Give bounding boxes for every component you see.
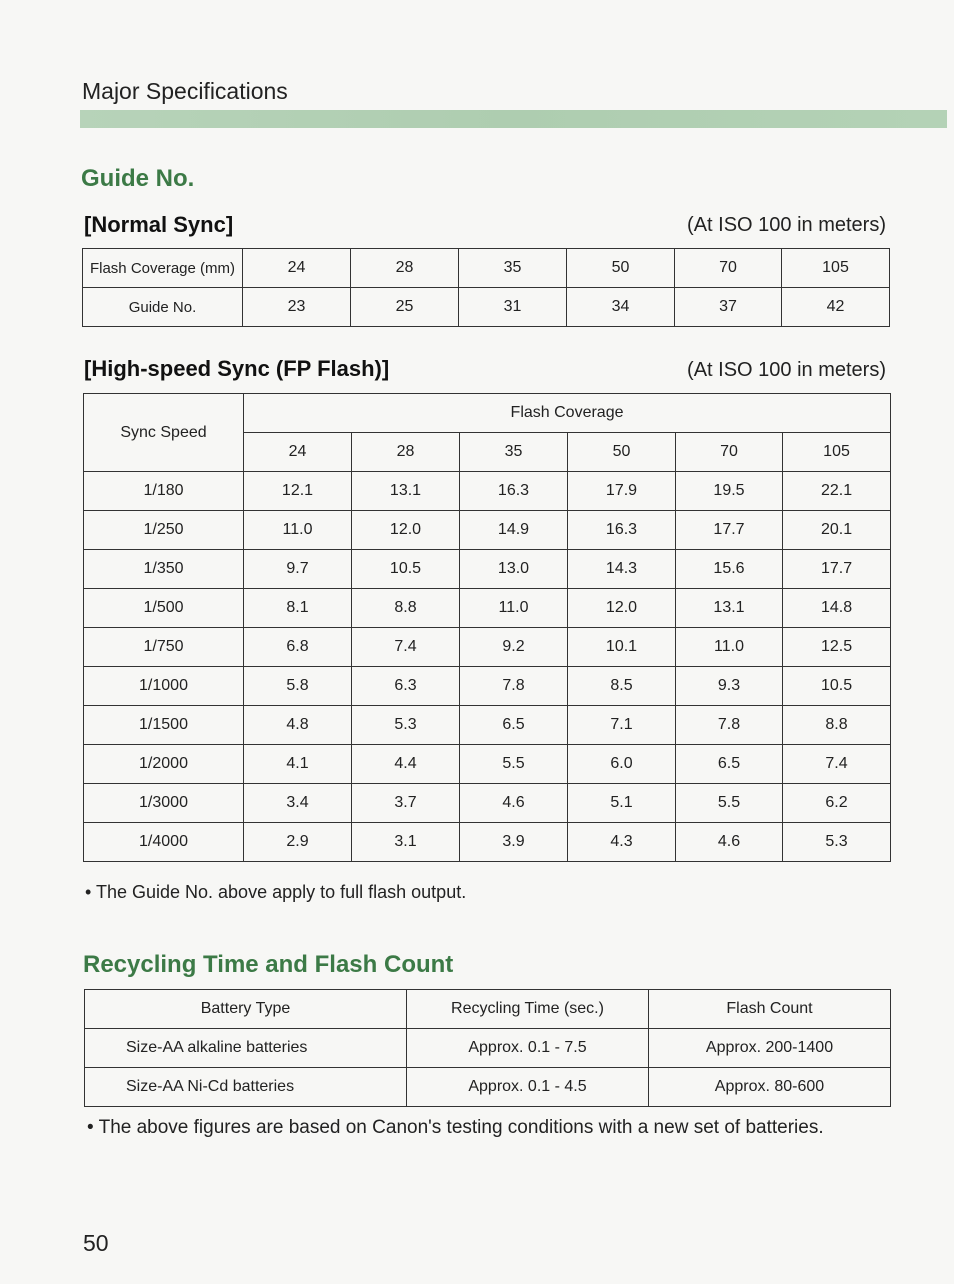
table-row bbox=[84, 628, 891, 667]
table-cell: Size-AA alkaline batteries bbox=[85, 1029, 407, 1068]
table-cell: 7.8 bbox=[460, 667, 568, 706]
table-cell: 6.2 bbox=[783, 784, 891, 823]
table-cell: 17.7 bbox=[783, 550, 891, 589]
table-cell: 13.1 bbox=[352, 472, 460, 511]
sync-speed-cell: 1/4000 bbox=[84, 823, 244, 862]
table-cell: 4.6 bbox=[460, 784, 568, 823]
recycling-footnote: • The above figures are based on Canon's testing conditions with a new set of batteries. bbox=[87, 1117, 824, 1138]
table-cell: 14.8 bbox=[783, 589, 891, 628]
table-cell: 5.3 bbox=[352, 706, 460, 745]
table-cell: 7.4 bbox=[352, 628, 460, 667]
coverage-header-cell: 50 bbox=[568, 433, 676, 472]
sync-speed-cell: 1/2000 bbox=[84, 745, 244, 784]
highspeed-sync-iso-note: (At ISO 100 in meters) bbox=[687, 359, 886, 381]
sync-speed-cell: 1/1500 bbox=[84, 706, 244, 745]
flash-coverage-header: Flash Coverage bbox=[244, 394, 891, 433]
coverage-header-cell: 24 bbox=[244, 433, 352, 472]
table-cell: 42 bbox=[782, 288, 890, 327]
table-cell: 5.8 bbox=[244, 667, 352, 706]
table-cell: 4.4 bbox=[352, 745, 460, 784]
table-cell: 4.6 bbox=[676, 823, 783, 862]
table-row bbox=[84, 550, 891, 589]
sync-speed-cell: 1/250 bbox=[84, 511, 244, 550]
table-cell: 105 bbox=[782, 249, 890, 288]
table-cell: 2.9 bbox=[244, 823, 352, 862]
sync-speed-cell: 1/750 bbox=[84, 628, 244, 667]
table-cell: 15.6 bbox=[676, 550, 783, 589]
table-row bbox=[84, 784, 891, 823]
sync-speed-cell: 1/350 bbox=[84, 550, 244, 589]
table-cell: 5.1 bbox=[568, 784, 676, 823]
sync-speed-cell: 1/1000 bbox=[84, 667, 244, 706]
coverage-header-cell: 70 bbox=[676, 433, 783, 472]
table-cell: 6.0 bbox=[568, 745, 676, 784]
table-cell: 7.4 bbox=[783, 745, 891, 784]
table-cell: 19.5 bbox=[676, 472, 783, 511]
row-label: Guide No. bbox=[83, 288, 243, 327]
table-row bbox=[84, 823, 891, 862]
table-cell: 13.1 bbox=[676, 589, 783, 628]
table-cell: 23 bbox=[243, 288, 351, 327]
table-cell: 70 bbox=[675, 249, 782, 288]
table-cell: 8.5 bbox=[568, 667, 676, 706]
table-cell: 4.1 bbox=[244, 745, 352, 784]
table-row bbox=[84, 511, 891, 550]
table-cell: 7.8 bbox=[676, 706, 783, 745]
header-cell: Battery Type bbox=[85, 990, 407, 1029]
coverage-header-cell: 35 bbox=[460, 433, 568, 472]
table-cell: 24 bbox=[243, 249, 351, 288]
table-cell: 5.3 bbox=[783, 823, 891, 862]
table-cell: 12.0 bbox=[568, 589, 676, 628]
normal-sync-iso-note: (At ISO 100 in meters) bbox=[687, 214, 886, 236]
table-header-row bbox=[85, 990, 891, 1029]
header-cell: Recycling Time (sec.) bbox=[407, 990, 649, 1029]
table-cell: Approx. 0.1 - 7.5 bbox=[407, 1029, 649, 1068]
table-cell: 9.2 bbox=[460, 628, 568, 667]
table-cell: 5.5 bbox=[460, 745, 568, 784]
table-cell: 5.5 bbox=[676, 784, 783, 823]
table-cell: Approx. 200-1400 bbox=[649, 1029, 891, 1068]
table-cell: 14.9 bbox=[460, 511, 568, 550]
table-cell: 6.3 bbox=[352, 667, 460, 706]
coverage-header-cell: 28 bbox=[352, 433, 460, 472]
sync-speed-header: Sync Speed bbox=[84, 394, 244, 472]
section-header: Major Specifications bbox=[82, 78, 288, 104]
recycling-title: Recycling Time and Flash Count bbox=[83, 951, 454, 978]
table-cell: 11.0 bbox=[244, 511, 352, 550]
table-cell: 11.0 bbox=[676, 628, 783, 667]
table-cell: 50 bbox=[567, 249, 675, 288]
guide-footnote: • The Guide No. above apply to full flash output. bbox=[85, 882, 467, 902]
highspeed-sync-title: [High-speed Sync (FP Flash)] bbox=[84, 356, 390, 381]
table-cell: 31 bbox=[459, 288, 567, 327]
table-row bbox=[83, 249, 890, 288]
table-cell: 6.5 bbox=[676, 745, 783, 784]
guide-title: Guide No. bbox=[81, 165, 195, 192]
table-cell: 10.1 bbox=[568, 628, 676, 667]
table-cell: 11.0 bbox=[460, 589, 568, 628]
recycling-table bbox=[84, 989, 891, 1107]
table-cell: 37 bbox=[675, 288, 782, 327]
table-cell: 3.4 bbox=[244, 784, 352, 823]
table-cell: 8.8 bbox=[783, 706, 891, 745]
table-cell: 17.7 bbox=[676, 511, 783, 550]
table-cell: 10.5 bbox=[352, 550, 460, 589]
sync-speed-cell: 1/3000 bbox=[84, 784, 244, 823]
sync-speed-cell: 1/500 bbox=[84, 589, 244, 628]
highspeed-table-body bbox=[84, 472, 891, 862]
table-cell: 14.3 bbox=[568, 550, 676, 589]
table-cell: 13.0 bbox=[460, 550, 568, 589]
table-header-row bbox=[84, 394, 891, 433]
table-cell: 3.1 bbox=[352, 823, 460, 862]
table-row bbox=[84, 667, 891, 706]
table-cell: 8.1 bbox=[244, 589, 352, 628]
table-row bbox=[85, 1068, 891, 1107]
coverage-header-cell: 105 bbox=[783, 433, 891, 472]
table-cell: 4.8 bbox=[244, 706, 352, 745]
table-row bbox=[85, 1029, 891, 1068]
table-cell: 6.5 bbox=[460, 706, 568, 745]
table-cell: 20.1 bbox=[783, 511, 891, 550]
table-cell: 17.9 bbox=[568, 472, 676, 511]
table-row bbox=[84, 472, 891, 511]
table-cell: Approx. 80-600 bbox=[649, 1068, 891, 1107]
table-cell: Approx. 0.1 - 4.5 bbox=[407, 1068, 649, 1107]
header-bar bbox=[80, 110, 947, 128]
table-row bbox=[84, 745, 891, 784]
table-cell: 22.1 bbox=[783, 472, 891, 511]
table-cell: 9.3 bbox=[676, 667, 783, 706]
highspeed-sync-table bbox=[83, 393, 891, 862]
normal-sync-table bbox=[82, 248, 890, 327]
table-cell: 4.3 bbox=[568, 823, 676, 862]
table-cell: 10.5 bbox=[783, 667, 891, 706]
row-label: Flash Coverage (mm) bbox=[83, 249, 243, 288]
table-cell: 16.3 bbox=[568, 511, 676, 550]
table-cell: 16.3 bbox=[460, 472, 568, 511]
table-cell: 8.8 bbox=[352, 589, 460, 628]
table-cell: 12.1 bbox=[244, 472, 352, 511]
table-cell: 3.7 bbox=[352, 784, 460, 823]
header-cell: Flash Count bbox=[649, 990, 891, 1029]
table-row bbox=[83, 288, 890, 327]
table-cell: 35 bbox=[459, 249, 567, 288]
table-cell: 12.0 bbox=[352, 511, 460, 550]
table-row bbox=[84, 706, 891, 745]
table-cell: Size-AA Ni-Cd batteries bbox=[85, 1068, 407, 1107]
table-cell: 28 bbox=[351, 249, 459, 288]
table-cell: 9.7 bbox=[244, 550, 352, 589]
normal-sync-title: [Normal Sync] bbox=[84, 212, 234, 237]
page-number: 50 bbox=[83, 1230, 109, 1256]
table-row bbox=[84, 589, 891, 628]
table-cell: 7.1 bbox=[568, 706, 676, 745]
table-cell: 6.8 bbox=[244, 628, 352, 667]
table-cell: 25 bbox=[351, 288, 459, 327]
sync-speed-cell: 1/180 bbox=[84, 472, 244, 511]
table-cell: 12.5 bbox=[783, 628, 891, 667]
table-cell: 34 bbox=[567, 288, 675, 327]
table-cell: 3.9 bbox=[460, 823, 568, 862]
